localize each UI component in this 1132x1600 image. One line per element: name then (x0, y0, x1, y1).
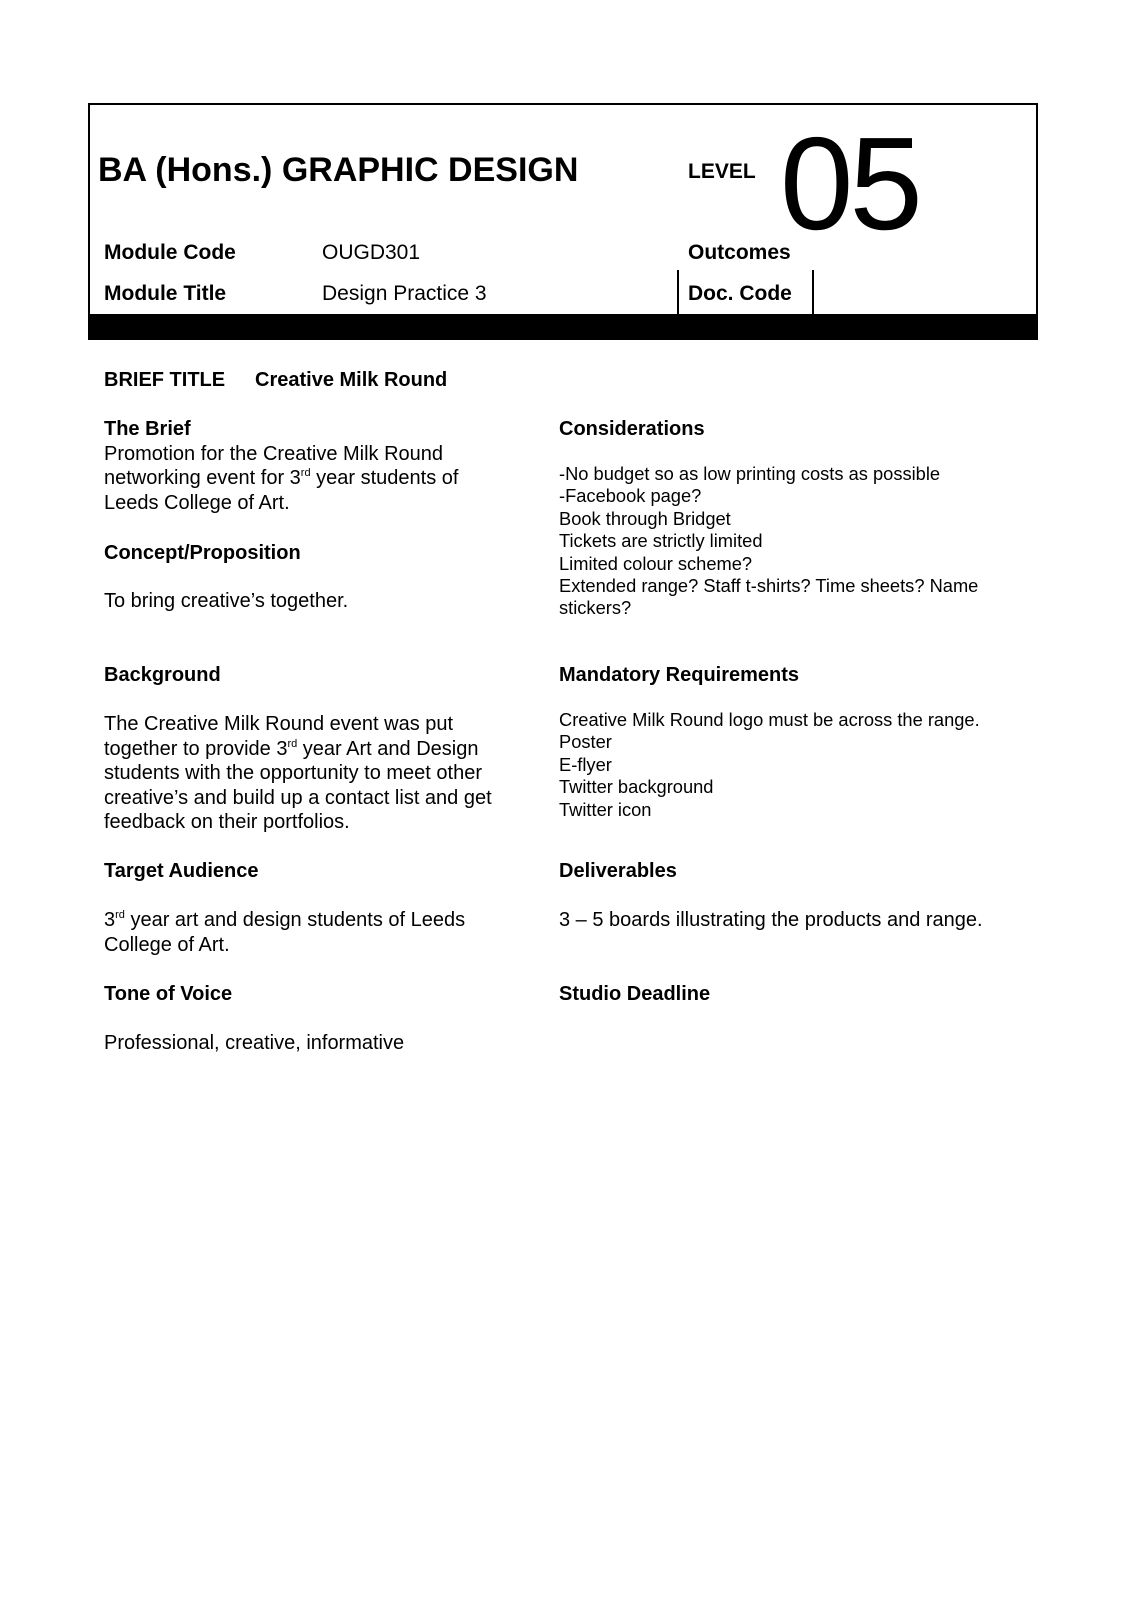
tone-of-voice-heading: Tone of Voice (104, 983, 233, 1005)
outcomes-label: Outcomes (688, 241, 791, 264)
brief-title-label: BRIEF TITLE (104, 369, 226, 391)
target-audience-heading: Target Audience (104, 860, 259, 882)
background-heading: Background (104, 664, 221, 686)
concept-text: To bring creative’s together. (104, 590, 349, 612)
list-item: -Facebook page? (559, 485, 702, 507)
deliverables-heading: Deliverables (559, 860, 677, 882)
the-brief-section (104, 417, 458, 515)
mandatory-requirements-list (559, 709, 980, 821)
the-brief-line: Leeds College of Art. (104, 491, 290, 514)
concept-heading: Concept/Proposition (104, 542, 301, 564)
list-item: Extended range? Staff t-shirts? Time sheets? Name (559, 575, 979, 597)
list-item: Tickets are strictly limited (559, 530, 763, 552)
module-code-label: Module Code (104, 241, 236, 264)
list-item: Book through Bridget (559, 507, 731, 529)
the-brief-line: Promotion for the Creative Milk Round (104, 442, 444, 465)
deliverables-text: 3 – 5 boards illustrating the products and range. (559, 909, 983, 931)
list-item: Twitter background (559, 776, 714, 798)
list-item: stickers? (559, 597, 632, 619)
target-audience-text: 3rd year art and design students of Leeds College of Art. (104, 909, 466, 956)
header-divider-right (812, 270, 814, 316)
level-number: 05 (780, 110, 919, 257)
module-title-label: Module Title (104, 282, 227, 305)
list-item: -No budget so as low printing costs as possible (559, 463, 941, 484)
the-brief-heading: The Brief (104, 418, 191, 440)
level-label: LEVEL (688, 160, 756, 183)
background-text: The Creative Milk Round event was put together to provide 3rd year Art and Design students with the opportunity to meet other creative’s and build up a contact list and get feedback on their portfolios. (104, 713, 492, 833)
considerations-list (559, 463, 978, 620)
header-black-bar (88, 314, 1038, 340)
list-item: Poster (559, 731, 612, 753)
tone-of-voice-text: Professional, creative, informative (104, 1032, 405, 1054)
the-brief-line: networking event for 3rd year students of (104, 467, 459, 489)
mandatory-requirements-heading: Mandatory Requirements (559, 664, 800, 686)
programme-title: BA (Hons.) GRAPHIC DESIGN (98, 151, 579, 189)
list-item: Creative Milk Round logo must be across the range. (559, 709, 980, 730)
doc-code-label: Doc. Code (688, 282, 792, 305)
module-code-value: OUGD301 (322, 241, 421, 264)
studio-deadline-heading: Studio Deadline (559, 983, 711, 1005)
list-item: Limited colour scheme? (559, 552, 753, 574)
list-item: Twitter icon (559, 798, 652, 820)
brief-title-value: Creative Milk Round (255, 369, 448, 391)
considerations-heading: Considerations (559, 418, 705, 440)
module-title-value: Design Practice 3 (322, 282, 487, 305)
header-divider-left (677, 270, 679, 316)
list-item: E-flyer (559, 753, 612, 775)
